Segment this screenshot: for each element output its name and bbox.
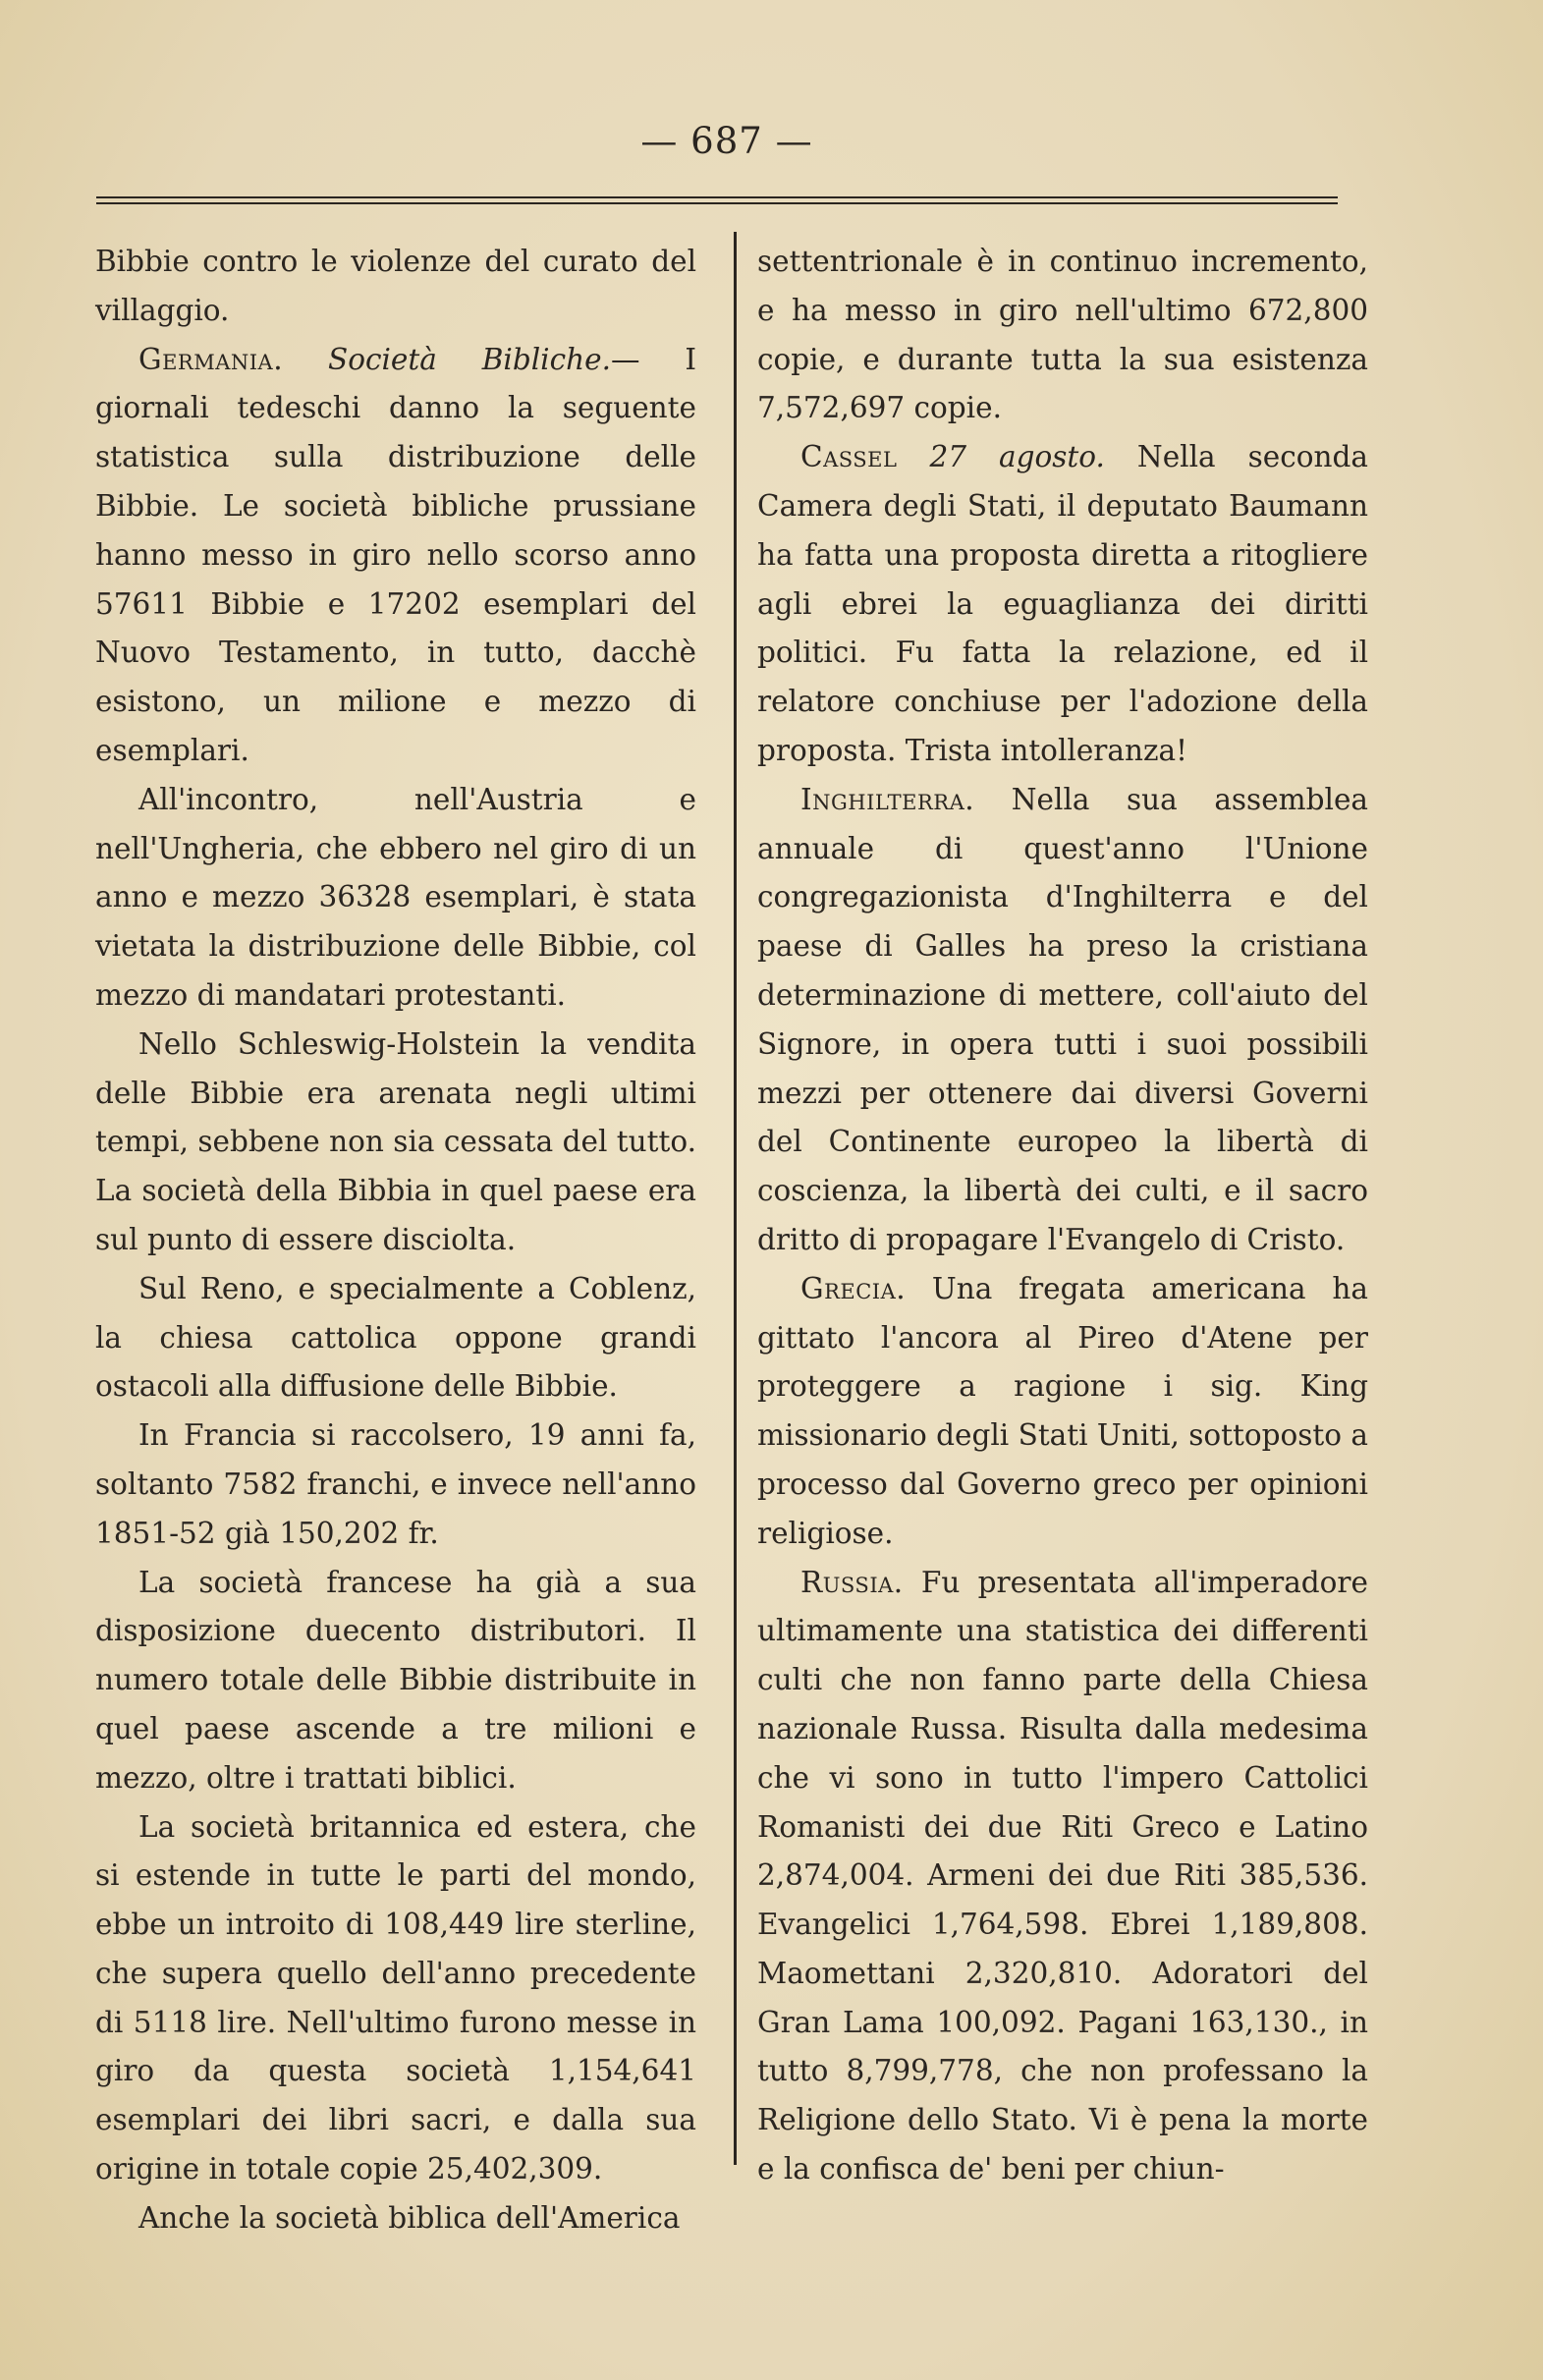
paragraph-cassel	[757, 433, 1368, 776]
paragraph-text: Nella seconda Camera degli Stati, il deputato Baumann ha fatta una proposta diretta a ritogliere agli ebrei la eguaglianza dei diritti politici. Fu fatta la relazione, ed il relatore conchiuse per l'adozione della proposta. Trista intolleranza!	[757, 440, 1368, 767]
paragraph	[95, 776, 696, 1021]
paragraph-text: All'incontro, nell'Austria e nell'Ungheria, che ebbero nel giro di un anno e mezzo 36328 esemplari, è stata vietata la distribuzione delle Bibbie, col mezzo di mandatari protestanti.	[95, 782, 696, 1012]
paragraph-grecia	[757, 1265, 1368, 1559]
column-divider	[734, 232, 737, 2165]
paragraph-inghilterra	[757, 776, 1368, 1265]
section-heading: Germania.	[138, 342, 284, 376]
page-number: — 687 —	[640, 120, 813, 162]
paragraph-text: — I giornali tedeschi danno la seguente statistica sulla distribuzione delle Bibbie. Le società bibliche prussiane hanno messo in giro nello scorso anno 57611 Bibbie e 17202 esemplari del Nuovo Testamento, in tutto, dacchè esistono, un milione e mezzo di esemplari.	[95, 342, 696, 767]
left-column	[95, 238, 696, 2243]
paragraph-text: Una fregata americana ha gittato l'ancora al Pireo d'Atene per proteggere a ragione i sig. King missionario degli Stati Uniti, sottoposto a processo dal Governo greco per opinioni religiose.	[757, 1271, 1369, 1550]
section-date: 27 agosto.	[929, 440, 1105, 474]
section-heading: Cassel	[800, 440, 898, 474]
paragraph	[95, 1265, 696, 1411]
paragraph	[95, 238, 696, 336]
paragraph-russia	[757, 1559, 1368, 2194]
paragraph	[95, 1559, 696, 1803]
paragraph-text: In Francia si raccolsero, 19 anni fa, soltanto 7582 franchi, e invece nell'anno 1851-52 già 150,202 fr.	[95, 1418, 696, 1550]
section-subheading: Società Bibliche.	[328, 342, 611, 376]
right-column	[757, 238, 1368, 2194]
paragraph-text: Bibbie contro le violenze del curato del villaggio.	[95, 245, 696, 327]
paragraph	[757, 238, 1368, 433]
paragraph	[95, 1803, 696, 2194]
section-heading: Grecia.	[800, 1271, 907, 1305]
paragraph-text: Nella sua assemblea annuale di quest'anno l'Unione congregazionista d'Inghilterra e del paese di Galles ha preso la cristiana determinazione di mettere, coll'aiuto del Signore, in opera tutti i suoi possibili mezzi per ottenere dai diversi Governi del Continente europeo la libertà di coscienza, la libertà dei culti, e il sacro dritto di propagare l'Evangelo di Cristo.	[757, 782, 1368, 1256]
paragraph-text: Fu presentata all'imperadore ultimamente una statistica dei differenti culti che non fanno parte della Chiesa nazionale Russa. Risulta dalla medesima che vi sono in tutto l'impero Cattolici Romanisti dei due Riti Greco e Latino 2,874,004. Armeni dei due Riti 385,536. Evangelici 1,764,598. Ebrei 1,189,808. Maomettani 2,320,810. Adoratori del Gran Lama 100,092. Pagani 163,130., in tutto 8,799,778, che non professano la Religione dello Stato. Vi è pena la morte e la confisca de' beni per chiun-	[757, 1565, 1368, 2186]
paragraph-germania	[95, 336, 696, 776]
paragraph-text: Sul Reno, e specialmente a Coblenz, la chiesa cattolica oppone grandi ostacoli alla diffusione delle Bibbie.	[95, 1271, 696, 1404]
header-double-rule	[96, 196, 1338, 204]
paragraph-text: Nello Schleswig-Holstein la vendita delle Bibbie era arenata negli ultimi tempi, sebbene non sia cessata del tutto. La società della Bibbia in quel paese era sul punto di essere disciolta.	[95, 1026, 696, 1256]
paragraph	[95, 1021, 696, 1265]
paragraph-text: settentrionale è in continuo incremento, e ha messo in giro nell'ultimo 672,800 copie, e durante tutta la sua esistenza 7,572,697 copie.	[757, 245, 1368, 425]
paragraph-text: Anche la società biblica dell'America	[138, 2200, 681, 2235]
section-heading: Inghilterra.	[800, 782, 975, 816]
section-heading: Russia.	[800, 1565, 904, 1599]
paragraph-text: La società francese ha già a sua disposizione duecento distributori. Il numero totale delle Bibbie distribuite in quel paese ascende a tre milioni e mezzo, oltre i trattati biblici.	[95, 1565, 696, 1795]
paragraph	[95, 2194, 696, 2243]
paragraph-text: La società britannica ed estera, che si estende in tutte le parti del mondo, ebbe un introito di 108,449 lire sterline, che supera quello dell'anno precedente di 5118 lire. Nell'ultimo furono messe in giro da questa società 1,154,641 esemplari dei libri sacri, e dalla sua origine in totale copie 25,402,309.	[95, 1809, 696, 2186]
paragraph	[95, 1411, 696, 1558]
